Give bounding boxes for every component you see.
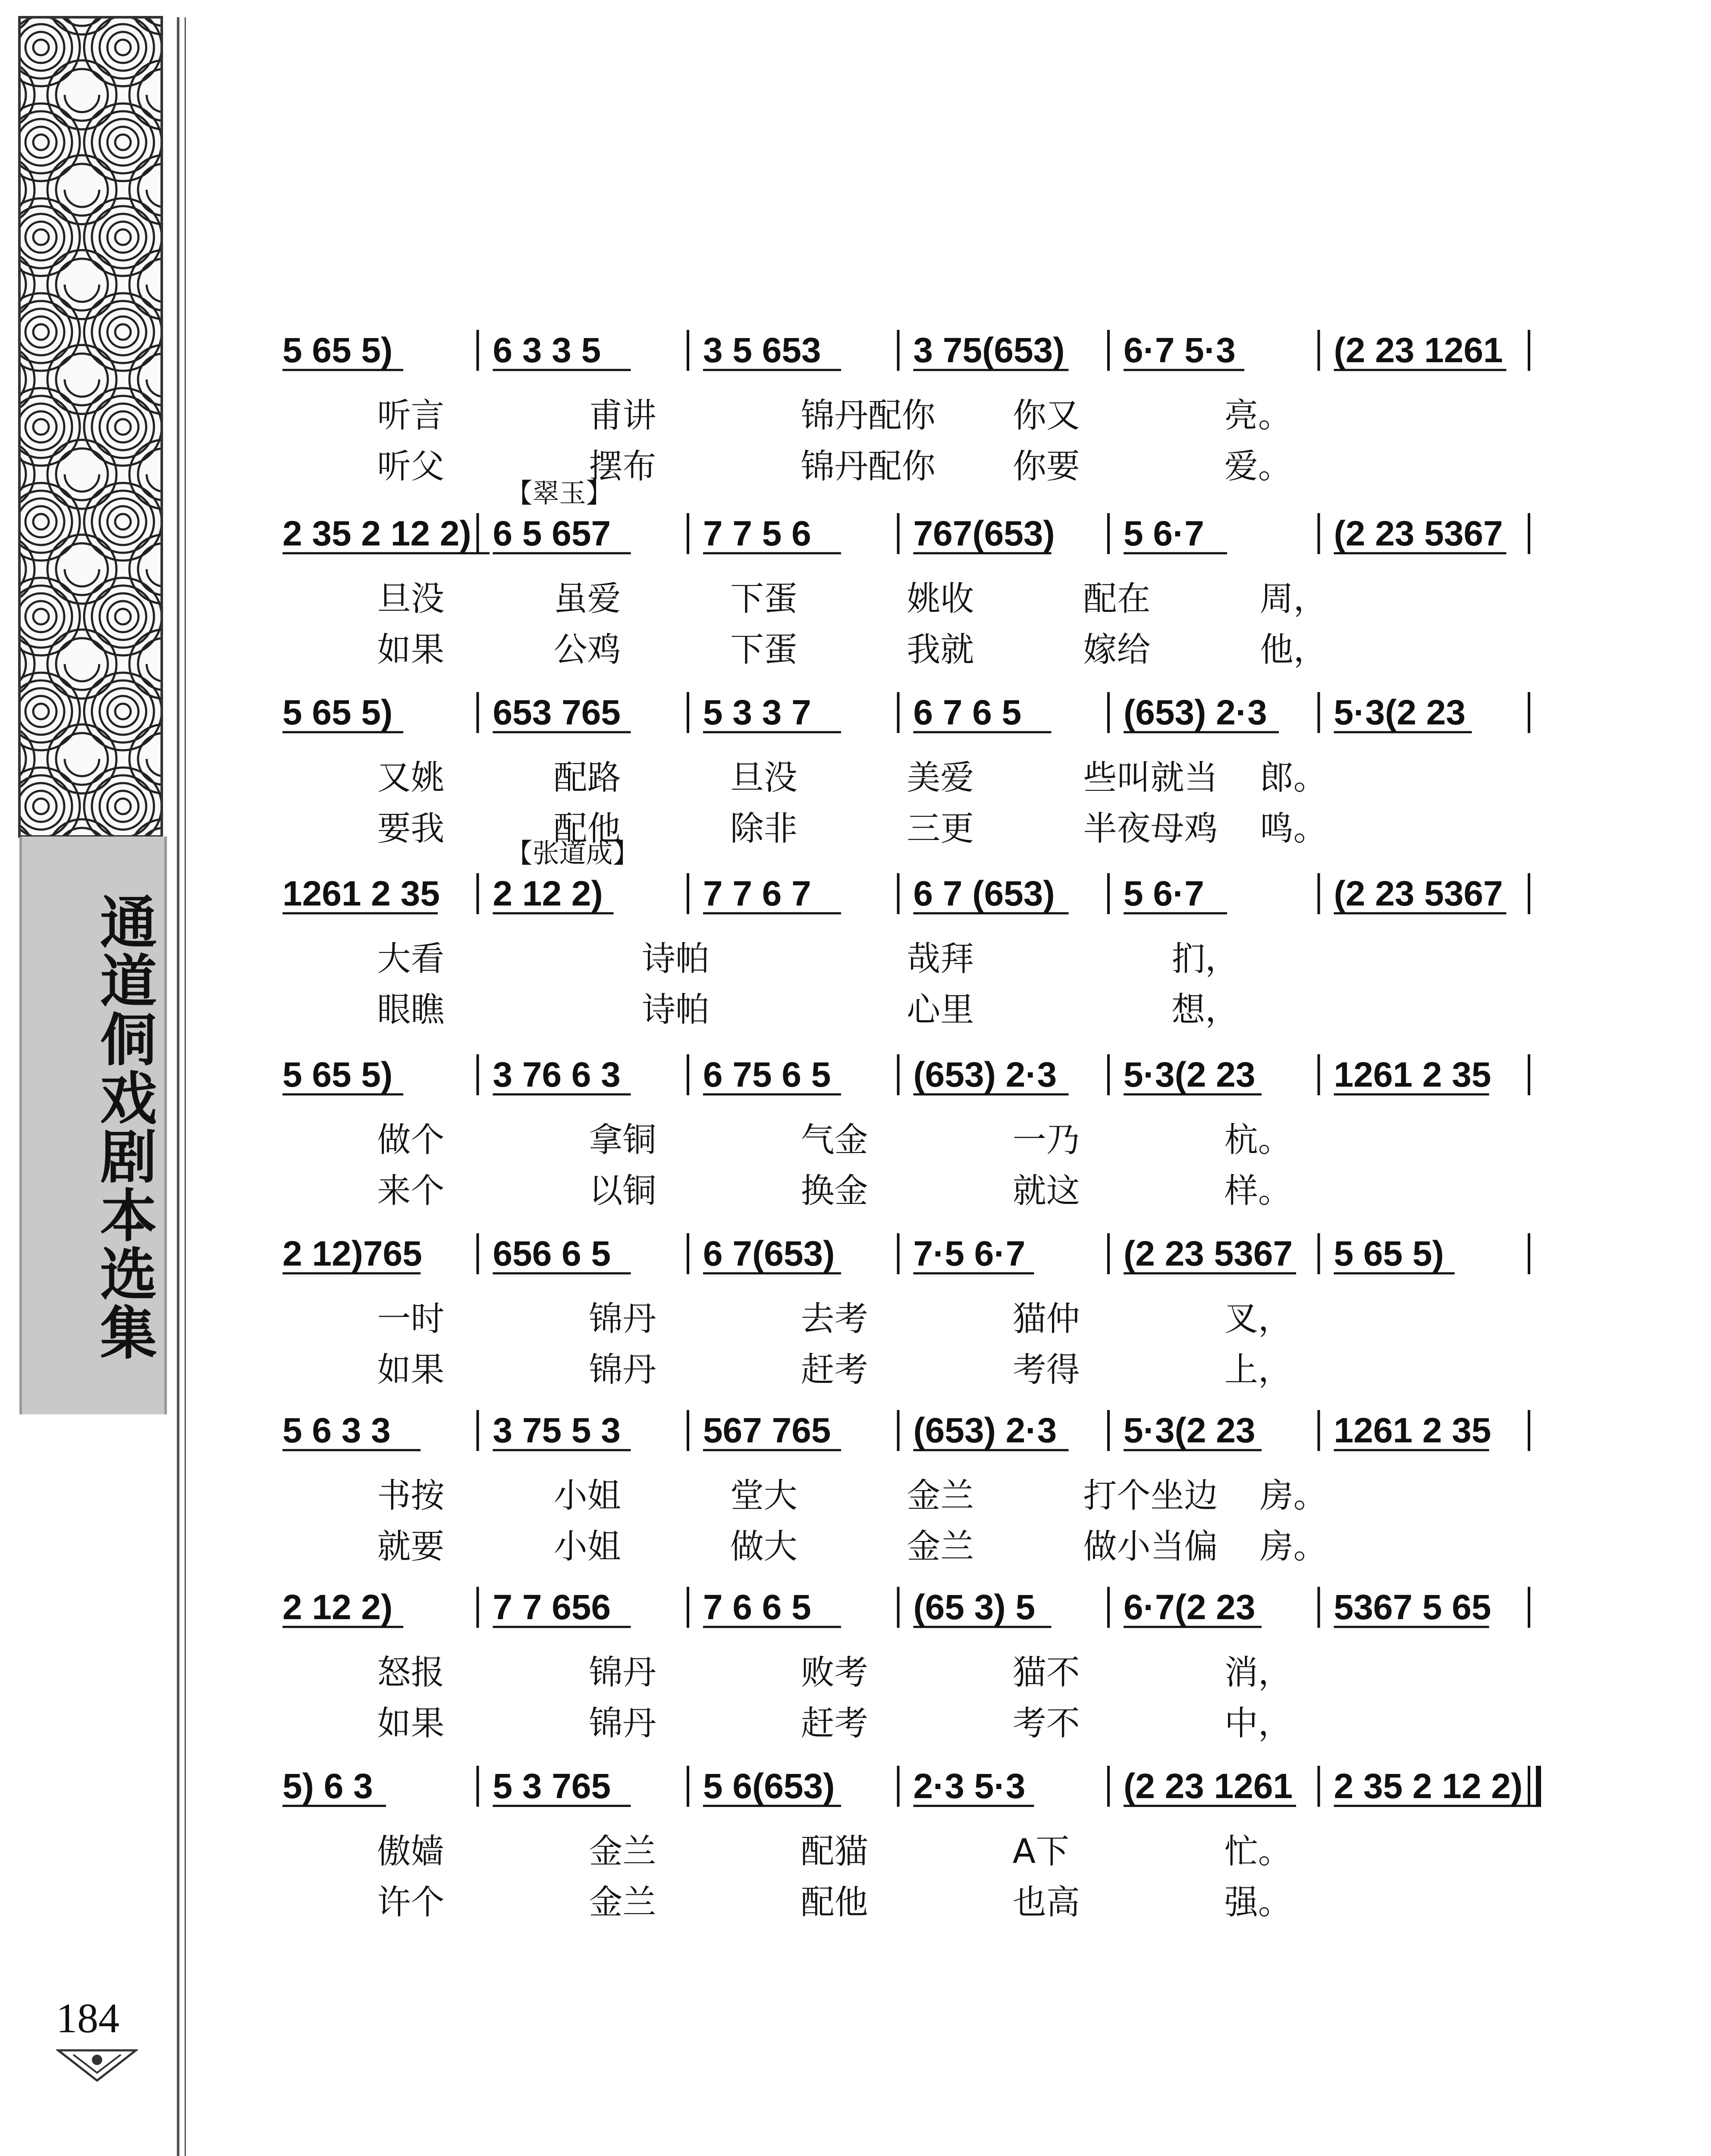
lyric-word: 房。 — [1259, 1476, 1327, 1515]
note-group: 1261 2 35 — [1334, 1055, 1491, 1094]
lyric-word: 就这 — [1012, 1172, 1080, 1210]
lyric-word: 大看 — [377, 940, 445, 978]
lyric-word: 一时 — [377, 1300, 445, 1338]
note-group: 5·3(2 23 — [1124, 1411, 1256, 1450]
note-group: 2 12)765 — [283, 1234, 422, 1273]
lyric-word: 亮。 — [1224, 396, 1292, 435]
lyric-word: 些叫就当 — [1083, 758, 1218, 797]
note-group: 2·3 5·3 — [913, 1767, 1026, 1806]
lyric-word: 金兰 — [589, 1832, 656, 1871]
lyric-word: 听言 — [377, 396, 445, 435]
note-group: 6 7(653) — [703, 1234, 835, 1273]
lyric-word: 拿铜 — [589, 1121, 656, 1159]
note-group: 1261 2 35 — [1334, 1411, 1491, 1450]
lyric-word: 猫不 — [1012, 1653, 1080, 1692]
lyric-word: 他， — [1259, 630, 1327, 669]
lyric-word: 配路 — [553, 758, 621, 797]
lyric-word: 金兰 — [907, 1527, 974, 1566]
lyric-word: 又姚 — [377, 758, 445, 797]
lyric-word: 赶考 — [801, 1351, 868, 1389]
lyric-word: 半夜母鸡 — [1083, 809, 1218, 848]
lyric-word: 就要 — [377, 1527, 445, 1566]
lyric-word: 败考 — [801, 1653, 868, 1692]
note-group: 5 6 3 3 — [283, 1411, 391, 1450]
lyric-word: 叉， — [1224, 1300, 1292, 1338]
book-title: 通道侗戏剧本选集 — [90, 893, 157, 1362]
note-group: 5) 6 3 — [283, 1767, 373, 1806]
lyric-word: 金兰 — [589, 1883, 656, 1922]
lyric-word: A下 — [1012, 1832, 1070, 1871]
note-group: 2 12 2) — [283, 1588, 393, 1627]
note-group: 7 6 6 5 — [703, 1588, 811, 1627]
lyric-word: 扪， — [1171, 940, 1239, 978]
note-group: 653 765 — [493, 693, 621, 732]
lyric-word: 以铜 — [589, 1172, 656, 1210]
note-group: 5 65 5) — [283, 693, 393, 732]
note-group: (2 23 1261 — [1334, 331, 1503, 370]
lyric-word: 甫讲 — [589, 396, 656, 435]
note-group: 7 7 5 6 — [703, 514, 811, 553]
lyric-word: 你要 — [1012, 447, 1080, 486]
note-group: 5·3(2 23 — [1334, 693, 1466, 732]
lyric-word: 去考 — [801, 1300, 868, 1338]
lyric-word: 换金 — [801, 1172, 868, 1210]
lyric-word: 旦没 — [377, 580, 445, 618]
note-group: 5 6·7 — [1124, 874, 1204, 913]
lyric-word: 要我 — [377, 809, 445, 848]
note-group: (653) 2·3 — [913, 1055, 1057, 1094]
lyric-word: 听父 — [377, 447, 445, 486]
lyric-word: 配他 — [801, 1883, 868, 1922]
note-group: 6·7 5·3 — [1124, 331, 1236, 370]
lyric-word: 三更 — [907, 809, 974, 848]
lyric-word: 杭。 — [1224, 1121, 1292, 1159]
note-group: 5 6(653) — [703, 1767, 835, 1806]
note-group: 7 7 6 7 — [703, 874, 811, 913]
lyric-word: 小姐 — [553, 1527, 621, 1566]
note-group: 6 3 3 5 — [493, 331, 601, 370]
note-group: (653) 2·3 — [1124, 693, 1267, 732]
lyric-word: 做大 — [730, 1527, 797, 1566]
lyric-word: 配猫 — [801, 1832, 868, 1871]
note-group: 5 6·7 — [1124, 514, 1204, 553]
lyric-word: 强。 — [1224, 1883, 1292, 1922]
lyric-word: 房。 — [1259, 1527, 1327, 1566]
lyric-word: 鸣。 — [1259, 809, 1327, 848]
note-group: 6 75 6 5 — [703, 1055, 831, 1094]
lyric-word: 下蛋 — [730, 630, 797, 669]
lyric-word: 锦丹配你 — [801, 396, 936, 435]
lyric-word: 姚收 — [907, 580, 974, 618]
role-marker: 【张道成】 — [505, 837, 640, 869]
note-group: (2 23 1261 — [1124, 1767, 1293, 1806]
lyric-word: 打个坐边 — [1083, 1476, 1218, 1515]
lyric-word: 忙。 — [1224, 1832, 1292, 1871]
lyric-word: 也高 — [1012, 1883, 1080, 1922]
lyric-word: 除非 — [730, 809, 797, 848]
note-group: (653) 2·3 — [913, 1411, 1057, 1450]
lyric-word: 摆布 — [589, 447, 656, 486]
note-group: 3 5 653 — [703, 331, 821, 370]
lyric-word: 书按 — [377, 1476, 445, 1515]
lyric-word: 锦丹 — [589, 1704, 656, 1743]
lyric-word: 配在 — [1083, 580, 1151, 618]
lyric-word: 郎。 — [1259, 758, 1327, 797]
note-group: 6 5 657 — [493, 514, 611, 553]
lyric-word: 下蛋 — [730, 580, 797, 618]
lyric-word: 旦没 — [730, 758, 797, 797]
lyric-word: 傲嫱 — [377, 1832, 445, 1871]
note-group: 5 65 5) — [283, 1055, 393, 1094]
note-group: 767(653) — [913, 514, 1055, 553]
lyric-word: 怒报 — [377, 1653, 445, 1692]
lyric-word: 小姐 — [553, 1476, 621, 1515]
lyric-word: 猫仲 — [1012, 1300, 1080, 1338]
note-group: (2 23 5367 — [1334, 874, 1503, 913]
note-group: 1261 2 35 — [283, 874, 440, 913]
role-marker: 【翠玉】 — [505, 477, 613, 509]
note-group: (2 23 5367 — [1334, 514, 1503, 553]
lyric-word: 许个 — [377, 1883, 445, 1922]
note-group: 6·7(2 23 — [1124, 1588, 1256, 1627]
note-group: 6 7 (653) — [913, 874, 1055, 913]
lyric-word: 心里 — [907, 990, 974, 1029]
lyric-word: 诗帕 — [642, 940, 710, 978]
note-group: 5·3(2 23 — [1124, 1055, 1256, 1094]
lyric-word: 虽爱 — [553, 580, 621, 618]
note-group: 2 35 2 12 2) — [1334, 1767, 1523, 1806]
lyric-word: 样。 — [1224, 1172, 1292, 1210]
lyric-word: 做小当偏 — [1083, 1527, 1218, 1566]
note-group: 5 3 765 — [493, 1767, 611, 1806]
lyric-word: 如果 — [377, 630, 445, 669]
lyric-word: 哉拜 — [907, 940, 974, 978]
lyric-word: 消， — [1224, 1653, 1292, 1692]
note-group: 3 76 6 3 — [493, 1055, 621, 1094]
lyric-word: 你又 — [1012, 396, 1080, 435]
lyric-word: 一乃 — [1012, 1121, 1080, 1159]
lyric-word: 爱。 — [1224, 447, 1292, 486]
lyric-word: 来个 — [377, 1172, 445, 1210]
lyric-word: 公鸡 — [553, 630, 621, 669]
note-group: 7 7 656 — [493, 1588, 611, 1627]
lyric-word: 美爱 — [907, 758, 974, 797]
lyric-word: 锦丹 — [589, 1300, 656, 1338]
lyric-word: 金兰 — [907, 1476, 974, 1515]
note-group: (65 3) 5 — [913, 1588, 1036, 1627]
note-group: 5367 5 65 — [1334, 1588, 1491, 1627]
lyric-word: 锦丹 — [589, 1653, 656, 1692]
lyric-word: 中， — [1224, 1704, 1292, 1743]
note-group: 3 75 5 3 — [493, 1411, 621, 1450]
lyric-word: 配他 — [553, 809, 621, 848]
lyric-word: 气金 — [801, 1121, 868, 1159]
lyric-word: 考不 — [1012, 1704, 1080, 1743]
note-group: 6 7 6 5 — [913, 693, 1022, 732]
lyric-word: 锦丹 — [589, 1351, 656, 1389]
note-group: 3 75(653) — [913, 331, 1065, 370]
page-number: 184 — [56, 1995, 119, 2042]
note-group: 2 12 2) — [493, 874, 603, 913]
note-group: 2 35 2 12 2) — [283, 514, 471, 553]
note-group: 567 765 — [703, 1411, 831, 1450]
note-group: 5 65 5) — [283, 331, 393, 370]
lyric-word: 堂大 — [730, 1476, 797, 1515]
lyric-word: 周， — [1259, 580, 1327, 618]
lyric-word: 如果 — [377, 1704, 445, 1743]
note-group: (2 23 5367 — [1124, 1234, 1293, 1273]
lyric-word: 诗帕 — [642, 990, 710, 1029]
lyric-word: 锦丹配你 — [801, 447, 936, 486]
lyric-word: 考得 — [1012, 1351, 1080, 1389]
lyric-word: 我就 — [907, 630, 974, 669]
note-group: 656 6 5 — [493, 1234, 611, 1273]
note-group: 5 3 3 7 — [703, 693, 811, 732]
lyric-word: 想， — [1171, 990, 1239, 1029]
note-group: 7·5 6·7 — [913, 1234, 1026, 1273]
lyric-word: 嫁给 — [1083, 630, 1151, 669]
note-group: 5 65 5) — [1334, 1234, 1444, 1273]
lyric-word: 做个 — [377, 1121, 445, 1159]
lyric-word: 如果 — [377, 1351, 445, 1389]
lyric-word: 赶考 — [801, 1704, 868, 1743]
lyric-word: 上， — [1224, 1351, 1292, 1389]
lyric-word: 眼瞧 — [377, 990, 445, 1029]
